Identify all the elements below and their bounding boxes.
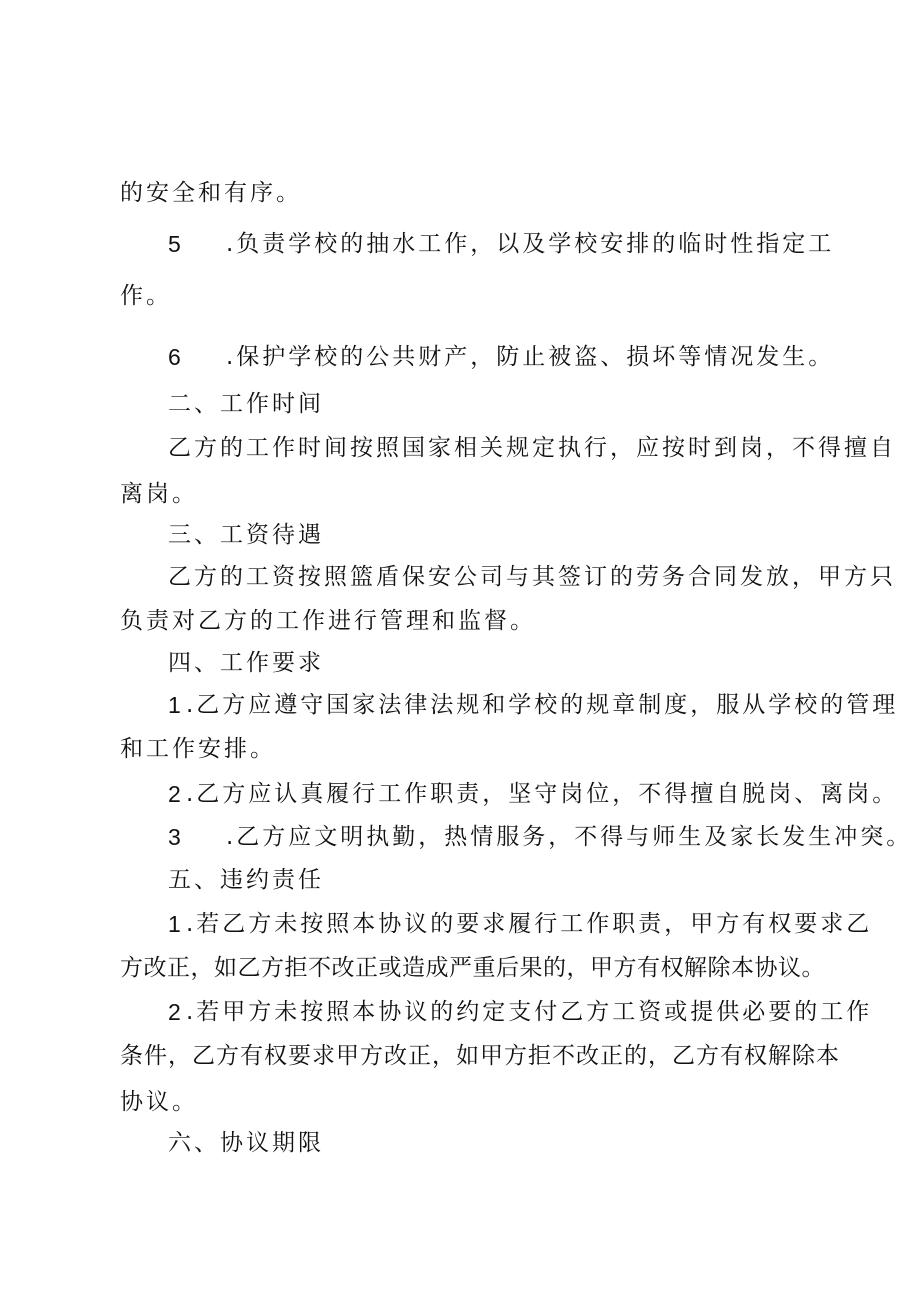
list-number: 3 [168,824,184,850]
list-number: 1 [168,692,184,718]
document-page: 的安全和有序。 5 .负责学校的抽水工作，以及学校安排的临时性指定工 作。 6 .保护学校的公共财产，防止被盗、损坏等情况发生。 二、工作时间 乙方的工作时间按照国家相关规定执行，应按时到岗，不得擅自 离岗。 三、工资待遇 乙方的工资按照篮盾保安公司与其签订的劳务合同发放，甲方只 负责对乙方的工作进行管理和监督。 四、工作要求 1 .乙方应遵守国家法律法规和学校的规章制度，服从学校的管理 和工作安排。 2 .乙方应认真履行工作职责，坚守岗位，不得擅自脱岗、离岗。 3 .乙方应文明执勤，热情服务，不得与师生及家长发生冲突。 五、违约责任 1 .若乙方未按照本协议的要求履行工作职责，甲方有权要求乙 方改正，如乙方拒不改正或造成严重后果的，甲方有权解除本协议。 2 .若甲方未按照本协议的约定支付乙方工资或提供必要的工作 条件，乙方有权要求甲方改正，如甲方拒不改正的，乙方有权解除本 协议。 六、协议期限 [120,180,913,1156]
list-number: 2 [168,781,184,807]
list-number: 1 [168,911,184,937]
list-number: 5 [168,231,184,257]
list-number: 6 [168,344,184,370]
list-number: 2 [168,999,184,1025]
